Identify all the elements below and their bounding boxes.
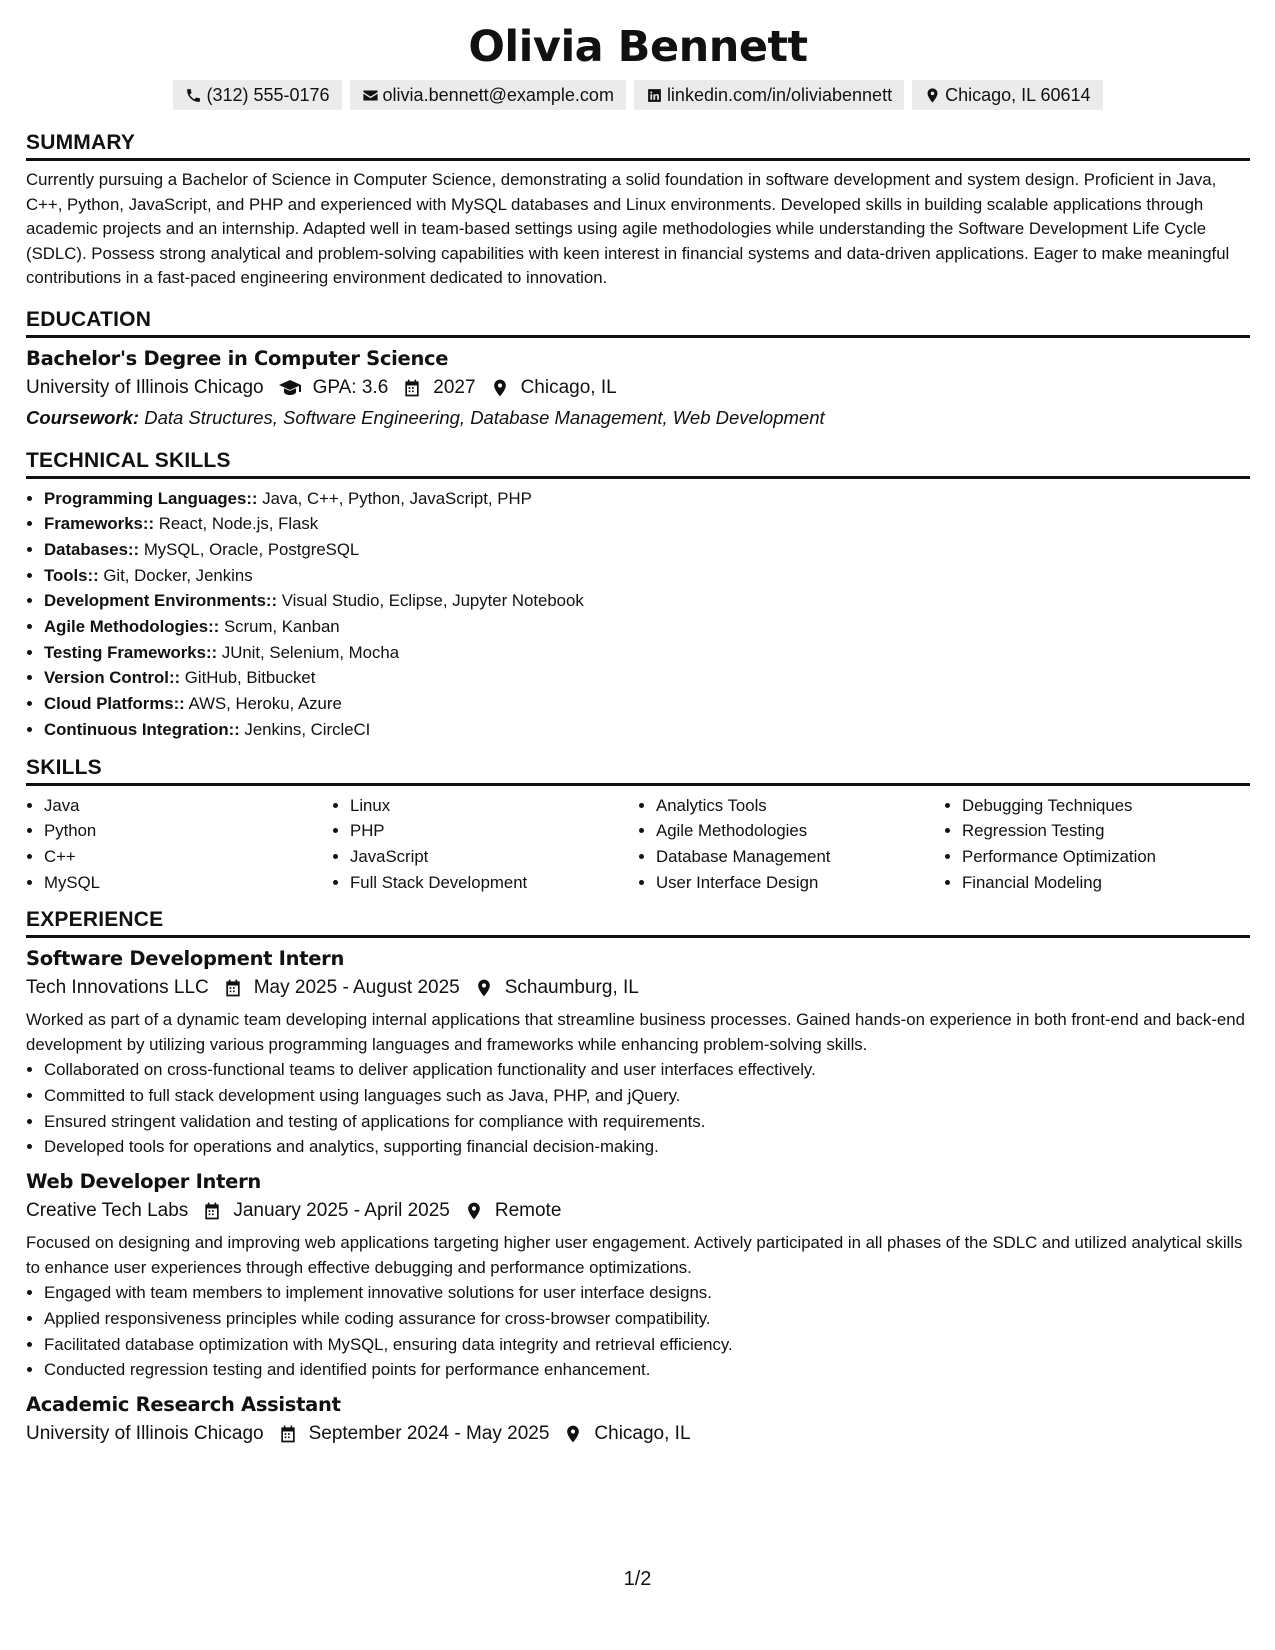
job-location: Schaumburg, IL [504, 977, 639, 999]
list-item: • Financial Modeling [962, 870, 1250, 896]
skills-column [332, 793, 638, 896]
list-item: • Engaged with team members to implement innovative solutions for user interface designs. [44, 1280, 1250, 1306]
graduation-cap-icon [278, 376, 302, 400]
skills-column [944, 793, 1250, 896]
list-item: • JavaScript [350, 844, 638, 870]
contact-phone-text: (312) 555-0176 [206, 85, 330, 105]
list-item: • Conducted regression testing and identified points for performance enhancement. [44, 1357, 1250, 1383]
list-item [44, 537, 1250, 563]
skill-values: JUnit, Selenium, Mocha [221, 642, 400, 662]
job-entry [26, 1391, 1250, 1450]
list-item: • C++ [44, 844, 332, 870]
list-item: • Analytics Tools [656, 793, 944, 819]
skill-category: Databases:: [44, 539, 140, 559]
location-icon [924, 87, 941, 104]
page-number: 1/2 [623, 1568, 652, 1590]
list-item [44, 717, 1250, 743]
list-item: • Debugging Techniques [962, 793, 1250, 819]
experience-heading: EXPERIENCE [26, 907, 1250, 938]
skill-category: Cloud Platforms:: [44, 694, 185, 714]
skill-category: Frameworks:: [44, 514, 155, 534]
contact-linkedin-text: linkedin.com/in/oliviabennett [666, 85, 893, 105]
email-icon [362, 87, 379, 104]
skill-values: Java, C++, Python, JavaScript, PHP [262, 488, 532, 508]
list-item: • User Interface Design [656, 870, 944, 896]
list-item: • Python [44, 818, 332, 844]
list-item: • Ensured stringent validation and testing of applications for compliance with requirements. [44, 1109, 1250, 1135]
list-item: • Full Stack Development [350, 870, 638, 896]
skill-category: Development Environments:: [44, 591, 278, 611]
list-item: • Java [44, 793, 332, 819]
list-item: • Facilitated database optimization with MySQL, ensuring data integrity and retrieval efficiency. [44, 1332, 1250, 1358]
list-item [44, 588, 1250, 614]
list-item [44, 665, 1250, 691]
coursework-list: Data Structures, Software Engineering, Database Management, Web Development [144, 406, 825, 428]
list-item: • Developed tools for operations and analytics, supporting financial decision-making. [44, 1134, 1250, 1160]
contact-email[interactable] [350, 80, 626, 110]
experience-section [26, 907, 1250, 1450]
skill-category: Programming Languages:: [44, 488, 258, 508]
candidate-name: Olivia Bennett [468, 22, 808, 72]
contact-location [912, 80, 1102, 110]
list-item [44, 640, 1250, 666]
skill-values: React, Node.js, Flask [158, 514, 319, 534]
skill-values: Jenkins, CircleCI [244, 719, 371, 739]
summary-section [26, 130, 1250, 291]
summary-heading: SUMMARY [26, 130, 1250, 161]
job-description: Focused on designing and improving web applications targeting higher user engagement. Actively participated in all phases of the SDLC and utilized analytical skills to enhance user experiences through effective debugging and performance optimizations. [26, 1233, 1243, 1277]
job-location: Remote [494, 1200, 562, 1222]
education-meta [26, 372, 1250, 404]
phone-icon [185, 87, 202, 104]
skills-grid [26, 793, 1250, 896]
technical-skills-heading: TECHNICAL SKILLS [26, 448, 1250, 479]
job-entry [26, 1168, 1250, 1383]
skill-category: Testing Frameworks:: [44, 642, 218, 662]
resume-page [26, 22, 1250, 1466]
linkedin-icon [646, 87, 663, 104]
job-title: Web Developer Intern [26, 1170, 261, 1194]
skill-category: Tools:: [44, 565, 99, 585]
list-item: • Database Management [656, 844, 944, 870]
list-item: • Agile Methodologies [656, 818, 944, 844]
skill-values: Visual Studio, Eclipse, Jupyter Notebook [281, 591, 584, 611]
list-item: • Regression Testing [962, 818, 1250, 844]
list-item [44, 614, 1250, 640]
skill-category: Agile Methodologies:: [44, 617, 220, 637]
location-icon [490, 378, 510, 398]
calendar-icon [402, 378, 422, 398]
gpa-text: GPA: 3.6 [312, 376, 389, 398]
skill-category: Continuous Integration:: [44, 719, 240, 739]
list-item: • Performance Optimization [962, 844, 1250, 870]
education-section [26, 307, 1250, 432]
contact-phone[interactable] [173, 80, 341, 110]
contact-linkedin[interactable] [634, 80, 904, 110]
list-item [44, 691, 1250, 717]
company-name: University of Illinois Chicago [26, 1422, 264, 1444]
technical-skills-list [26, 486, 1250, 743]
calendar-icon [223, 978, 243, 998]
skill-values: Scrum, Kanban [223, 617, 340, 637]
list-item [44, 511, 1250, 537]
job-dates: May 2025 - August 2025 [253, 977, 460, 999]
list-item [44, 563, 1250, 589]
job-title: Academic Research Assistant [26, 1392, 341, 1416]
job-dates: January 2025 - April 2025 [233, 1200, 450, 1222]
location-icon [474, 978, 494, 998]
graduation-year: 2027 [433, 376, 476, 398]
contact-bar [26, 80, 1250, 110]
company-name: Tech Innovations LLC [26, 977, 209, 999]
calendar-icon [202, 1201, 222, 1221]
job-meta [26, 1418, 1250, 1450]
list-item: • Collaborated on cross-functional teams to deliver application functionality and user interfaces effectively. [44, 1057, 1250, 1083]
coursework-line [26, 404, 1250, 432]
skill-values: Git, Docker, Jenkins [103, 565, 253, 585]
skills-section [26, 755, 1250, 896]
list-item: • Linux [350, 793, 638, 819]
summary-text: Currently pursuing a Bachelor of Science in Computer Science, demonstrating a solid foundation in software development and system design. Proficient in Java, C++, Python, JavaScript, and PHP and experienced with MySQL databases and Linux environments. Developed skills in building scalable applications through academic projects and an internship. Adapted well in team-based settings using agile methodologies while understanding the Software Development Life Cycle (SDLC). Possess strong analytical and problem-solving capabilities with keen interest in financial systems and data-driven applications. Eager to make meaningful contributions in a fast-paced engineering environment dedicated to innovation. [26, 170, 1230, 287]
job-dates: September 2024 - May 2025 [308, 1422, 550, 1444]
skill-category: Version Control:: [44, 668, 181, 688]
list-item: • PHP [350, 818, 638, 844]
contact-email-text: olivia.bennett@example.com [382, 85, 614, 105]
job-title: Software Development Intern [26, 947, 345, 971]
job-meta [26, 972, 1250, 1004]
location-icon [464, 1201, 484, 1221]
job-description: Worked as part of a dynamic team developing internal applications that streamline business processes. Gained hands-on experience in both front-end and back-end development by utilizing various programming languages and frameworks while enhancing problem-solving skills. [26, 1010, 1245, 1054]
education-location: Chicago, IL [520, 376, 617, 398]
location-icon [563, 1424, 583, 1444]
skill-values: GitHub, Bitbucket [184, 668, 316, 688]
skill-values: AWS, Heroku, Azure [188, 694, 342, 714]
job-bullets [26, 1280, 1250, 1383]
job-location: Chicago, IL [594, 1422, 691, 1444]
job-entry [26, 945, 1250, 1160]
list-item: • MySQL [44, 870, 332, 896]
calendar-icon [278, 1424, 298, 1444]
skills-column [26, 793, 332, 896]
skill-values: MySQL, Oracle, PostgreSQL [143, 539, 360, 559]
list-item: • Applied responsiveness principles while coding assurance for cross-browser compatibility. [44, 1306, 1250, 1332]
coursework-label: Coursework: [26, 406, 140, 428]
skills-column [638, 793, 944, 896]
list-item [44, 486, 1250, 512]
contact-location-text: Chicago, IL 60614 [945, 85, 1091, 105]
school-name: University of Illinois Chicago [26, 376, 264, 398]
technical-skills-section [26, 448, 1250, 743]
job-bullets [26, 1057, 1250, 1160]
job-meta [26, 1195, 1250, 1227]
skills-heading: SKILLS [26, 755, 1250, 786]
list-item: • Committed to full stack development using languages such as Java, PHP, and jQuery. [44, 1083, 1250, 1109]
company-name: Creative Tech Labs [26, 1200, 189, 1222]
degree-title: Bachelor's Degree in Computer Science [26, 346, 449, 370]
education-heading: EDUCATION [26, 307, 1250, 338]
